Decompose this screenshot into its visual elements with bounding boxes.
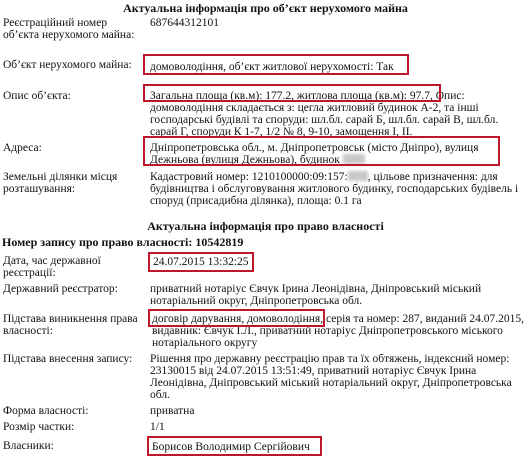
- label-registration-number: Реєстраційний номер об’єкта нерухомого майна:: [3, 17, 135, 41]
- label-state-registrar: Державний реєстратор:: [3, 283, 118, 295]
- value-registration-date: 24.07.2015 13:32:25: [153, 256, 249, 268]
- label-land-plots: Земельні ділянки місця розташування:: [3, 171, 118, 195]
- label-ownership-basis: Підстава виникнення права власності:: [3, 313, 138, 337]
- value-share-size: 1/1: [150, 421, 165, 433]
- value-address: [150, 142, 525, 166]
- label-share-size: Розмір частки:: [3, 421, 75, 433]
- ownership-basis-highlight: договір дарування, домоволодіння: [152, 313, 321, 325]
- property-section-title: Актуальна інформація про об’єкт нерухомого майна: [123, 1, 408, 15]
- ownership-record-number: Номер запису про право власності: 10542819: [2, 235, 244, 249]
- value-owners: Борисов Володимир Сергійович: [152, 441, 310, 453]
- redacted-house-number: [343, 154, 365, 164]
- label-ownership-form: Форма власності:: [3, 405, 89, 417]
- value-object-description: Загальна площа (кв.м): 177.2, житлова площа (кв.м): 97.7, Опис: домоволодіння складається з: цегла житловий будинок А-2, та інші господарські будівлі та споруди: шл.бл. сарай Б, шл.бл. сарай В, шл.бл. сарай Г, споруди К 1-7, 1/2 № 8, 9-10, замощення І, ІІ.: [150, 90, 499, 138]
- cadastral-number-text: Кадастровий номер: 1210100000:09:157:: [150, 171, 348, 183]
- land-purpose-text: , цільове призначення: для будівництва і обслуговування житлового будинку, господарських будівель і споруд (присадибна ділянка), площа: 0.1 га: [150, 171, 519, 207]
- label-entry-basis: Підстава внесення запису:: [3, 353, 133, 365]
- label-property-object: Об’єкт нерухомого майна:: [3, 59, 132, 71]
- value-land-plots: [150, 171, 525, 207]
- value-state-registrar: приватний нотаріус Євчук Ірина Леонідівна, Дніпровський міський нотаріальний округ, Дніпропетровська обл.: [150, 283, 482, 307]
- ownership-basis-details: , серія та номер: 287, виданий 24.07.2015, видавник: Євчук І.Л., приватний нотаріус Дніпропетровського міського нотаріального округу: [152, 313, 524, 349]
- label-owners: Власники:: [3, 440, 54, 452]
- value-entry-basis: Рішення про державну реєстрацію прав та їх обтяжень, індексний номер: 23130015 від 24.07.2015 13:51:49, приватний нотаріус Євчук Ірина Леонідівна, Дніпровський міський нотаріальний округ, Дніпропетровська обл.: [150, 353, 512, 401]
- value-property-object: домоволодіння, об’єкт житлової нерухомості: Так: [150, 61, 394, 73]
- value-registration-number: 687644312101: [150, 17, 219, 29]
- address-text: Дніпропетровська обл., м. Дніпропетровськ (місто Дніпро), вулиця Дежньова (вулиця Дежньова), будинок: [150, 142, 479, 166]
- redacted-cadastral-suffix: [348, 171, 368, 181]
- ownership-section-title: Актуальна інформація про право власності: [147, 219, 384, 233]
- value-ownership-form: приватна: [150, 405, 195, 417]
- label-address: Адреса:: [3, 142, 42, 154]
- label-registration-date: Дата, час державної реєстрації:: [3, 255, 101, 279]
- label-object-description: Опис об’єкта:: [3, 90, 71, 102]
- value-ownership-basis: [152, 313, 527, 349]
